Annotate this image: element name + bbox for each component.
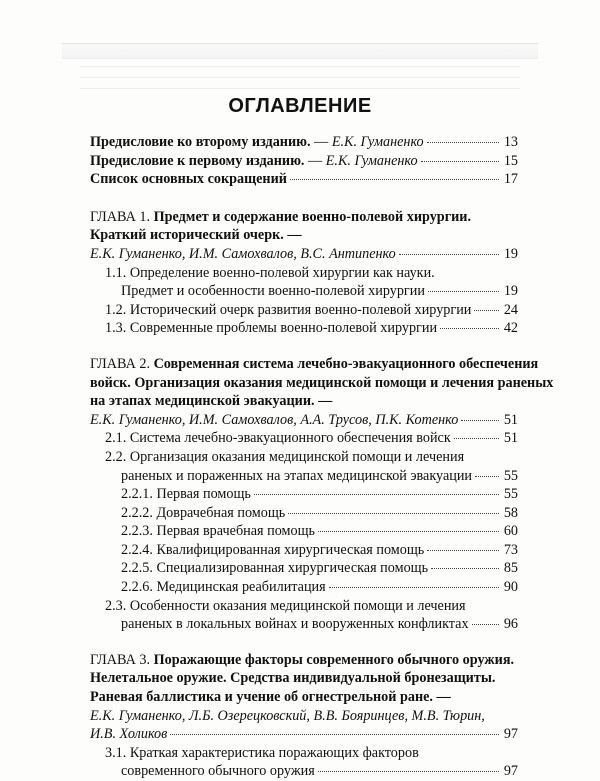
section-1-3: 1.3. Современные проблемы военно-полевой хирургии 42 [105,320,518,337]
subsection-2-2-1: 2.2.1. Первая помощь 55 [121,486,518,503]
chapter-3-heading-cont: Нелетальное оружие. Средства индивидуальной бронезащиты. [90,670,496,687]
chapter-1-heading: ГЛАВА 1. Предмет и содержание военно-полевой хирургии. [90,208,472,225]
section-3-1-cont: современного обычного оружия 97 [121,763,518,780]
chapter-2-heading-cont: войск. Организация оказания медицинской помощи и лечения раненых [90,374,554,391]
section-1-2: 1.2. Исторический очерк развития военно-полевой хирургии 24 [105,301,518,318]
table-of-contents [90,133,554,781]
section-2-2-cont: раненых и пораженных на этапах медицинской эвакуации 55 [121,467,518,484]
page-number: 17 [503,171,518,188]
subsection-2-2-5: 2.2.5. Специализированная хирургическая помощь 85 [121,560,518,577]
chapter-3-heading: ГЛАВА 3. Поражающие факторы современного обычного оружия. [90,651,515,668]
section-2-2: 2.2. Организация оказания медицинской помощи и лечения [105,448,465,465]
chapter-3-heading-cont2: Раневая баллистика и учение об огнестрельной ране. — [90,689,451,706]
chapter-2-heading: ГЛАВА 2. Современная система лечебно-эвакуационного обеспечения [90,355,539,372]
section-3-1: 3.1. Краткая характеристика поражающих факторов [105,744,419,761]
subsection-2-2-3: 2.2.3. Первая врачебная помощь 60 [121,523,518,540]
chapter-2-authors: Е.К. Гуманенко, И.М. Самохвалов, А.А. Трусов, П.К. Котенко 51 [90,411,518,428]
chapter-3-authors: Е.К. Гуманенко, Л.Б. Озерецковский, В.В. Бояринцев, М.В. Тюрин, [90,707,485,724]
bleed-through-header [62,43,538,59]
section-2-1: 2.1. Система лечебно-эвакуационного обеспечения войск 51 [105,430,518,447]
chapter-2-heading-cont2: на этапах медицинской эвакуации. — [90,393,333,410]
chapter-1-heading-cont: Краткий исторический очерк. — [90,227,302,244]
toc-entry-abbreviations: Список основных сокращений 17 [90,171,518,188]
chapter-3-authors-cont: И.В. Холиков 97 [90,726,518,743]
page-number: 15 [503,152,518,169]
chapter-1-authors: Е.К. Гуманенко, И.М. Самохвалов, В.С. Антипенко 19 [90,245,518,262]
subsection-2-2-6: 2.2.6. Медицинская реабилитация 90 [121,579,518,596]
section-2-3-cont: раненых в локальных войнах и вооруженных конфликтах 96 [121,616,518,633]
section-1-1-cont: Предмет и особенности военно-полевой хирургии 19 [121,283,518,300]
toc-entry-preface-1: Предисловие к первому изданию. — Е.К. Гуманенко 15 [90,152,518,169]
toc-entry-preface-2: Предисловие ко второму изданию. — Е.К. Гуманенко 13 [90,134,518,150]
subsection-2-2-2: 2.2.2. Доврачебная помощь 58 [121,504,518,521]
section-2-3: 2.3. Особенности оказания медицинской помощи и лечения [105,597,466,614]
page-title: ОГЛАВЛЕНИЕ [228,95,372,117]
page-number: 13 [503,134,518,150]
subsection-2-2-4: 2.2.4. Квалифицированная хирургическая помощь 73 [121,541,518,558]
section-1-1: 1.1. Определение военно-полевой хирургии как науки. [105,264,435,281]
